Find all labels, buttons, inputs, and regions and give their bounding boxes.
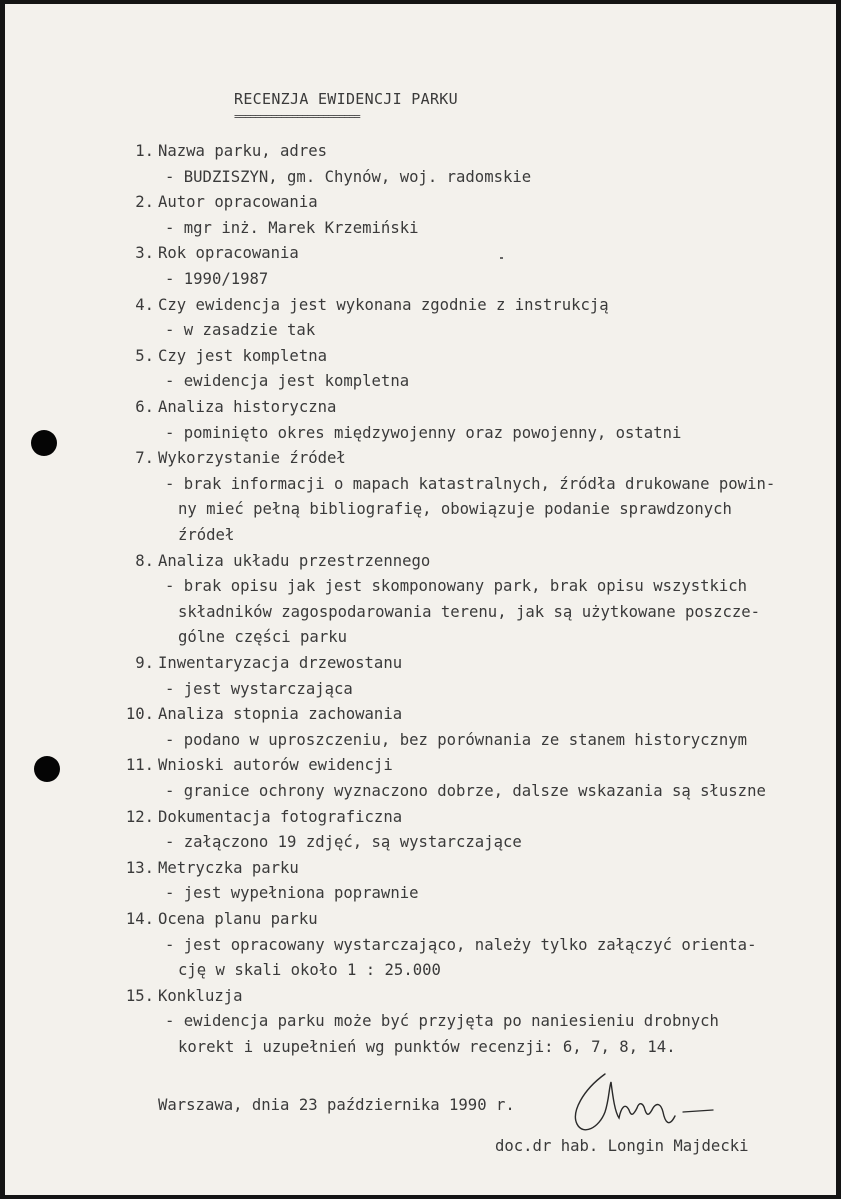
item-heading: Konkluzja: [158, 986, 243, 1005]
item-heading: Inwentaryzacja drzewostanu: [158, 654, 403, 672]
item-body-line: - 1990/1987: [165, 270, 269, 288]
item-body-line: - w zasadzie tak: [165, 321, 316, 340]
item-number: 14.: [125, 910, 154, 928]
item-body-line: - jest wystarczająca: [165, 679, 353, 698]
item-body-line: - granice ochrony wyznaczono dobrze, dalsze wskazania są słuszne: [165, 782, 766, 800]
item-body-line: - pominięto okres międzywojenny oraz powojenny, ostatni: [165, 423, 682, 442]
item-number: 6.: [135, 398, 154, 416]
item-number: 5.: [135, 346, 154, 365]
item-number: 3.: [135, 244, 154, 263]
item-body-line: - jest wypełniona poprawnie: [165, 884, 419, 903]
item-number: 7.: [135, 449, 154, 468]
item-body-line: gólne części parku: [178, 628, 347, 647]
item-number: 8.: [135, 551, 154, 570]
item-heading: Wykorzystanie źródeł: [158, 449, 346, 468]
document-page: [5, 4, 836, 1195]
item-heading: Ocena planu parku: [158, 910, 318, 928]
item-body-line: cję w skali około 1 : 25.000: [178, 961, 441, 980]
item-number: 11.: [125, 756, 154, 775]
item-number: 1.: [135, 142, 154, 160]
item-number: 9.: [135, 654, 154, 672]
item-body-line: - podano w uproszczeniu, bez porównania ze stanem historycznym: [165, 730, 748, 749]
item-body-line: - jest opracowany wystarczająco, należy tylko załączyć orienta-: [165, 935, 757, 954]
item-body-line: - załączono 19 zdjęć, są wystarczające: [165, 833, 522, 852]
title-underline: ========================: [234, 110, 360, 123]
punch-hole-upper: [31, 430, 57, 456]
item-number: 4.: [135, 295, 154, 314]
item-body-line: - ewidencja jest kompletna: [165, 372, 410, 391]
item-body-line: źródeł: [178, 526, 235, 544]
item-body-line: składników zagospodarowania terenu, jak są użytkowane poszcze-: [178, 602, 761, 621]
item-heading: Dokumentacja fotograficzna: [158, 807, 403, 826]
item-body-line: korekt i uzupełnień wg punktów recenzji: 6, 7, 8, 14.: [178, 1038, 676, 1056]
item-heading: Analiza układu przestrzennego: [158, 551, 431, 570]
item-heading: Rok opracowania: [158, 244, 299, 263]
item-body-line: - brak informacji o mapach katastralnych, źródła drukowane powin-: [165, 474, 776, 493]
item-heading: Czy jest kompletna: [158, 346, 327, 365]
stray-mark: [500, 257, 503, 259]
item-heading: Wnioski autorów ewidencji: [158, 756, 393, 775]
item-body-line: - BUDZISZYN, gm. Chynów, woj. radomskie: [165, 167, 532, 186]
item-number: 15.: [125, 986, 154, 1005]
item-heading: Analiza stopnia zachowania: [158, 705, 403, 724]
punch-hole-lower: [34, 756, 60, 782]
item-heading: Metryczka parku: [158, 858, 299, 877]
item-number: 12.: [125, 807, 154, 826]
item-heading: Analiza historyczna: [158, 398, 337, 416]
item-body-line: - ewidencja parku może być przyjęta po naniesieniu drobnych: [165, 1012, 719, 1031]
item-number: 13.: [125, 858, 154, 877]
item-heading: Autor opracowania: [158, 193, 318, 212]
item-body-line: - brak opisu jak jest skomponowany park, brak opisu wszystkich: [165, 577, 748, 596]
item-number: 10.: [125, 705, 154, 724]
place-date: Warszawa, dnia 23 października 1990 r.: [158, 1096, 515, 1114]
item-body-line: - mgr inż. Marek Krzemiński: [165, 218, 419, 237]
document-title: RECENZJA EWIDENCJI PARKU: [234, 90, 458, 108]
item-body-line: ny mieć pełną bibliografię, obowiązuje podanie sprawdzonych: [178, 500, 732, 519]
signatory-name: doc.dr hab. Longin Majdecki: [495, 1137, 749, 1155]
item-heading: Czy ewidencja jest wykonana zgodnie z instrukcją: [158, 295, 609, 314]
item-heading: Nazwa parku, adres: [158, 142, 327, 160]
item-number: 2.: [135, 193, 154, 212]
